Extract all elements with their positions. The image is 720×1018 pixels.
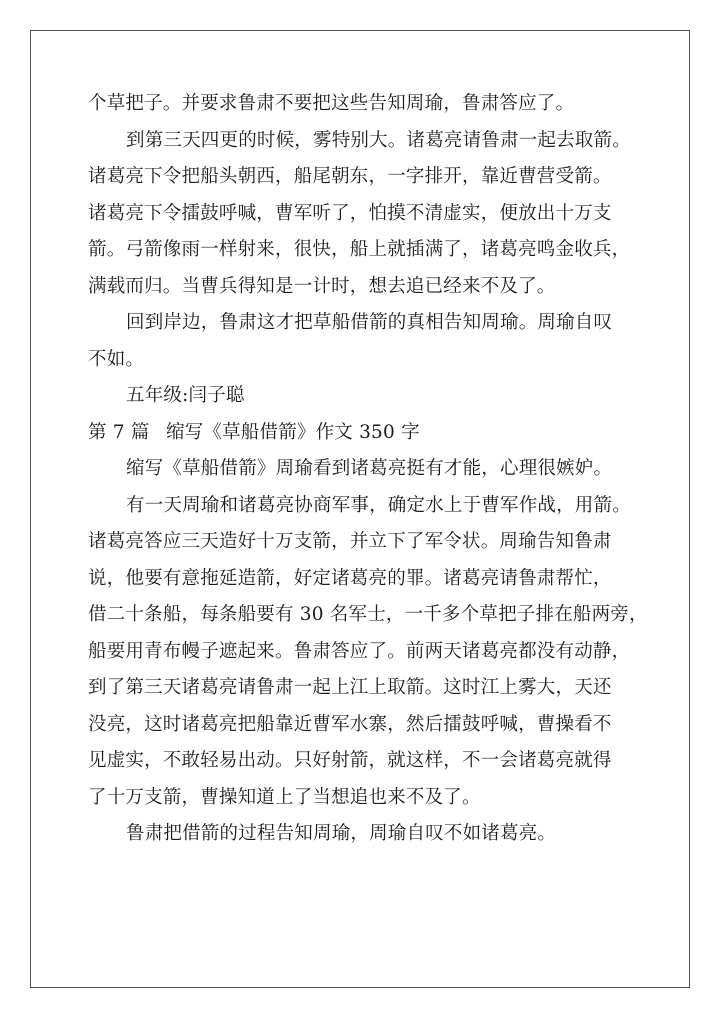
paragraph-line: 到第三天四更的时候，雾特别大。诸葛亮请鲁肃一起去取箭。 <box>126 129 631 151</box>
paragraph-line: 箭。弓箭像雨一样射来，很快，船上就插满了，诸葛亮鸣金收兵， <box>88 239 631 260</box>
document-body <box>88 86 648 853</box>
paragraph-line: 了十万支箭，曹操知道上了当想追也来不及了。 <box>88 786 481 808</box>
section-title: 缩写《草船借箭》作文 350 字 <box>166 421 420 443</box>
author-line: 五年级:闫子聪 <box>126 385 245 406</box>
paragraph-line: 鲁肃把借箭的过程告知周瑜，周瑜自叹不如诸葛亮。 <box>126 823 557 844</box>
paragraph-line: 缩写《草船借箭》周瑜看到诸葛亮挺有才能，心理很嫉妒。 <box>126 458 613 479</box>
paragraph-line: 有一天周瑜和诸葛亮协商军事，确定水上于曹军作战，用箭。 <box>126 494 631 516</box>
paragraph-line: 不如。 <box>88 348 145 370</box>
paragraph-line: 见虚实，不敢轻易出动。只好射箭，就这样，不一会诸葛亮就得 <box>88 750 612 771</box>
paragraph-line: 诸葛亮下令把船头朝西，船尾朝东，一字排开，靠近曹营受箭。 <box>88 166 612 187</box>
paragraph-line: 个草把子。并要求鲁肃不要把这些告知周瑜，鲁肃答应了。 <box>88 93 575 114</box>
paragraph-line: 到了第三天诸葛亮请鲁肃一起上江上取箭。这时江上雾大，天还 <box>88 677 612 698</box>
section-heading <box>88 415 636 452</box>
paragraph-line: 船要用青布幔子遮起来。鲁肃答应了。前两天诸葛亮都没有动静， <box>88 640 631 662</box>
paragraph-line: 回到岸边，鲁肃这才把草船借箭的真相告知周瑜。周瑜自叹 <box>126 312 613 333</box>
paragraph-line: 诸葛亮下令擂鼓呼喊，曹军听了，怕摸不清虚实，便放出十万支 <box>88 202 612 224</box>
paragraph-line: 诸葛亮答应三天造好十万支箭，并立下了军令状。周瑜告知鲁肃 <box>88 531 612 552</box>
paragraph-line: 借二十条船，每条船要有 30 名军士，一千多个草把子排在船两旁， <box>88 604 648 625</box>
paragraph-line: 没亮，这时诸葛亮把船靠近曹军水寨，然后擂鼓呼喊，曹操看不 <box>88 713 612 735</box>
section-number: 第 7 篇 <box>88 421 150 443</box>
paragraph-line: 满载而归。当曹兵得知是一计时，想去追已经来不及了。 <box>88 275 556 297</box>
paragraph-line: 说，他要有意拖延造箭，好定诸葛亮的罪。诸葛亮请鲁肃帮忙， <box>88 567 612 589</box>
